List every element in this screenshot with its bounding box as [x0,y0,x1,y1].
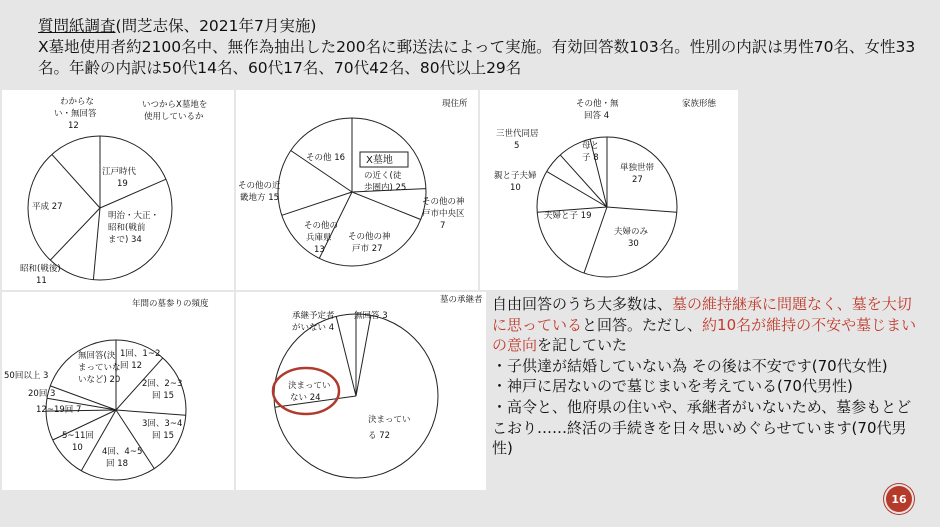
slice-label: 7 [440,221,446,231]
slice-label: 平成 27 [32,202,63,212]
slice-label: わからな [60,97,95,107]
slice-label: 30 [628,239,639,249]
slice-label: 承継予定者 [292,311,335,321]
quote-1: ・子供達が結婚していない為 その後は不安です(70代女性) [492,356,888,375]
slice-label: 昭和(戦前 [108,223,146,233]
summary-text: を記していた [537,336,628,355]
chart-title-2: 使用しているか [144,112,204,122]
slice-label: 回 15 [152,431,175,441]
slice-label: 無回答 3 [354,311,388,321]
highlight-text: 墓の維持継承に問題なく、墓を大切に思っている [492,295,912,334]
slice-label: 回 12 [120,361,143,371]
slice-label: い・無回答 [54,109,97,119]
slice-label: 江戸時代 [102,167,137,177]
slice-label: 明治・大正・ [108,211,160,221]
slice-label: 50回以上 3 [4,371,49,381]
slice-label: 回 15 [152,391,175,401]
slice-label: 夫婦と子 19 [544,211,592,221]
slice-label: 10 [72,443,83,453]
slice-label: 歩圏内) 25 [364,183,407,193]
slice-label: 決まってい [288,381,331,391]
slice-label: 1回、1~2 [120,349,161,359]
slice-label: 決まってい [368,415,411,425]
survey-summary: X墓地使用者約2100名中、無作為抽出した200名に郵送法によって実施。有効回答数103名。性別の内訳は男性70名、女性33名。年齢の内訳は50代14名、60代17名、70代42名、80代以上29名 [38,38,916,77]
slice-label: その他の近 [238,181,281,191]
slice-label: がいない 4 [292,323,335,333]
chart-family-structure [480,90,738,290]
chart-title-1: いつからX墓地を [142,100,208,110]
slice-label: 母と [582,141,600,151]
chart-visit-frequency-svg [2,292,234,490]
slice-label: 4回、4~5 [102,447,143,457]
slice-label: 10 [510,183,521,193]
chart-title: 墓の承継者 [440,295,483,305]
title-note: (問芝志保、2021年7月実施) [115,17,317,35]
slice-label: その他の [304,221,339,231]
summary-text: 自由回答のうち大多数は、 [492,295,673,313]
chart-title: 年間の墓参りの頻度 [132,299,209,309]
slice-label: 夫婦のみ [614,227,649,237]
quote-2: ・神戸に居ないので墓じまいを考えている(70代男性) [492,377,853,396]
slice-label: X墓地 [366,155,393,166]
slice-label: 20回 3 [28,389,56,399]
slice-label: まで) 34 [108,235,142,245]
chart-title: 家族形態 [682,99,717,109]
slide-header [38,16,918,79]
chart-grave-successor-svg [236,292,486,490]
slice-label: 13 [314,245,325,255]
slice-label: 単独世帯 [620,163,655,173]
slice-label: その他 16 [306,153,346,163]
summary-text: と回答。ただし、 [582,315,703,334]
slice-label: 無回答(決 [78,351,116,361]
title-line [38,16,918,37]
slice-label: 子 8 [582,153,599,163]
slide-title: 質問紙調査 [38,17,116,35]
free-answer-text [492,294,922,459]
chart-residence-svg [236,90,478,290]
slice-label: その他・無 [576,99,619,109]
slice-label: 畿地方 15 [240,193,280,203]
chart-usage-since-svg [2,90,234,290]
slice-label: の近く(徒 [364,171,402,181]
slice-label: まっていな [78,363,121,373]
slice-label: 12 [68,121,79,131]
page-number-badge: 16 [886,486,912,512]
slice-label: 回 18 [106,459,129,469]
slice-label: 3回、3~4 [142,419,183,429]
slice-label: その他の神 [348,232,391,242]
chart-grave-successor [236,292,486,490]
slice-label: 27 [632,175,643,185]
slice-label: 戸市 27 [352,244,383,254]
chart-usage-since [2,90,234,290]
slice-label: 19 [117,179,128,189]
free-answer-summary [492,294,922,356]
slice-label: 5 [514,141,520,151]
chart-family-structure-svg [480,90,738,290]
slice-label: 5~11回 [62,431,94,441]
quote-3: ・高令と、他府県の住いや、承継者がいないため、墓参もとどこおり……終活の手続きを日々思いめぐらせています(70代男性) [492,397,912,458]
slice-label: 三世代同居 [496,129,539,139]
slice-label: 回答 4 [584,111,610,121]
slice-label: 親と子夫婦 [494,171,537,181]
chart-visit-frequency [2,292,234,490]
chart-residence [236,90,478,290]
slice-label: その他の神 [422,197,465,207]
slice-label: る 72 [368,431,391,441]
slice-label: 2回、2~3 [142,379,183,389]
slice-label: 戸市中央区 [422,209,465,219]
slice-label: ない 24 [290,393,321,403]
slice-label: いなど) 20 [78,375,121,385]
slice-label: 11 [36,276,47,286]
chart-title: 現住所 [442,99,468,109]
slice-label: 兵庫県 [306,233,332,243]
slice-label: 12~19回 7 [36,405,82,415]
slice-label: 昭和(戦後) [20,264,61,274]
highlight-text: 約10名が維持の不安や墓じまいの意向 [492,315,917,355]
